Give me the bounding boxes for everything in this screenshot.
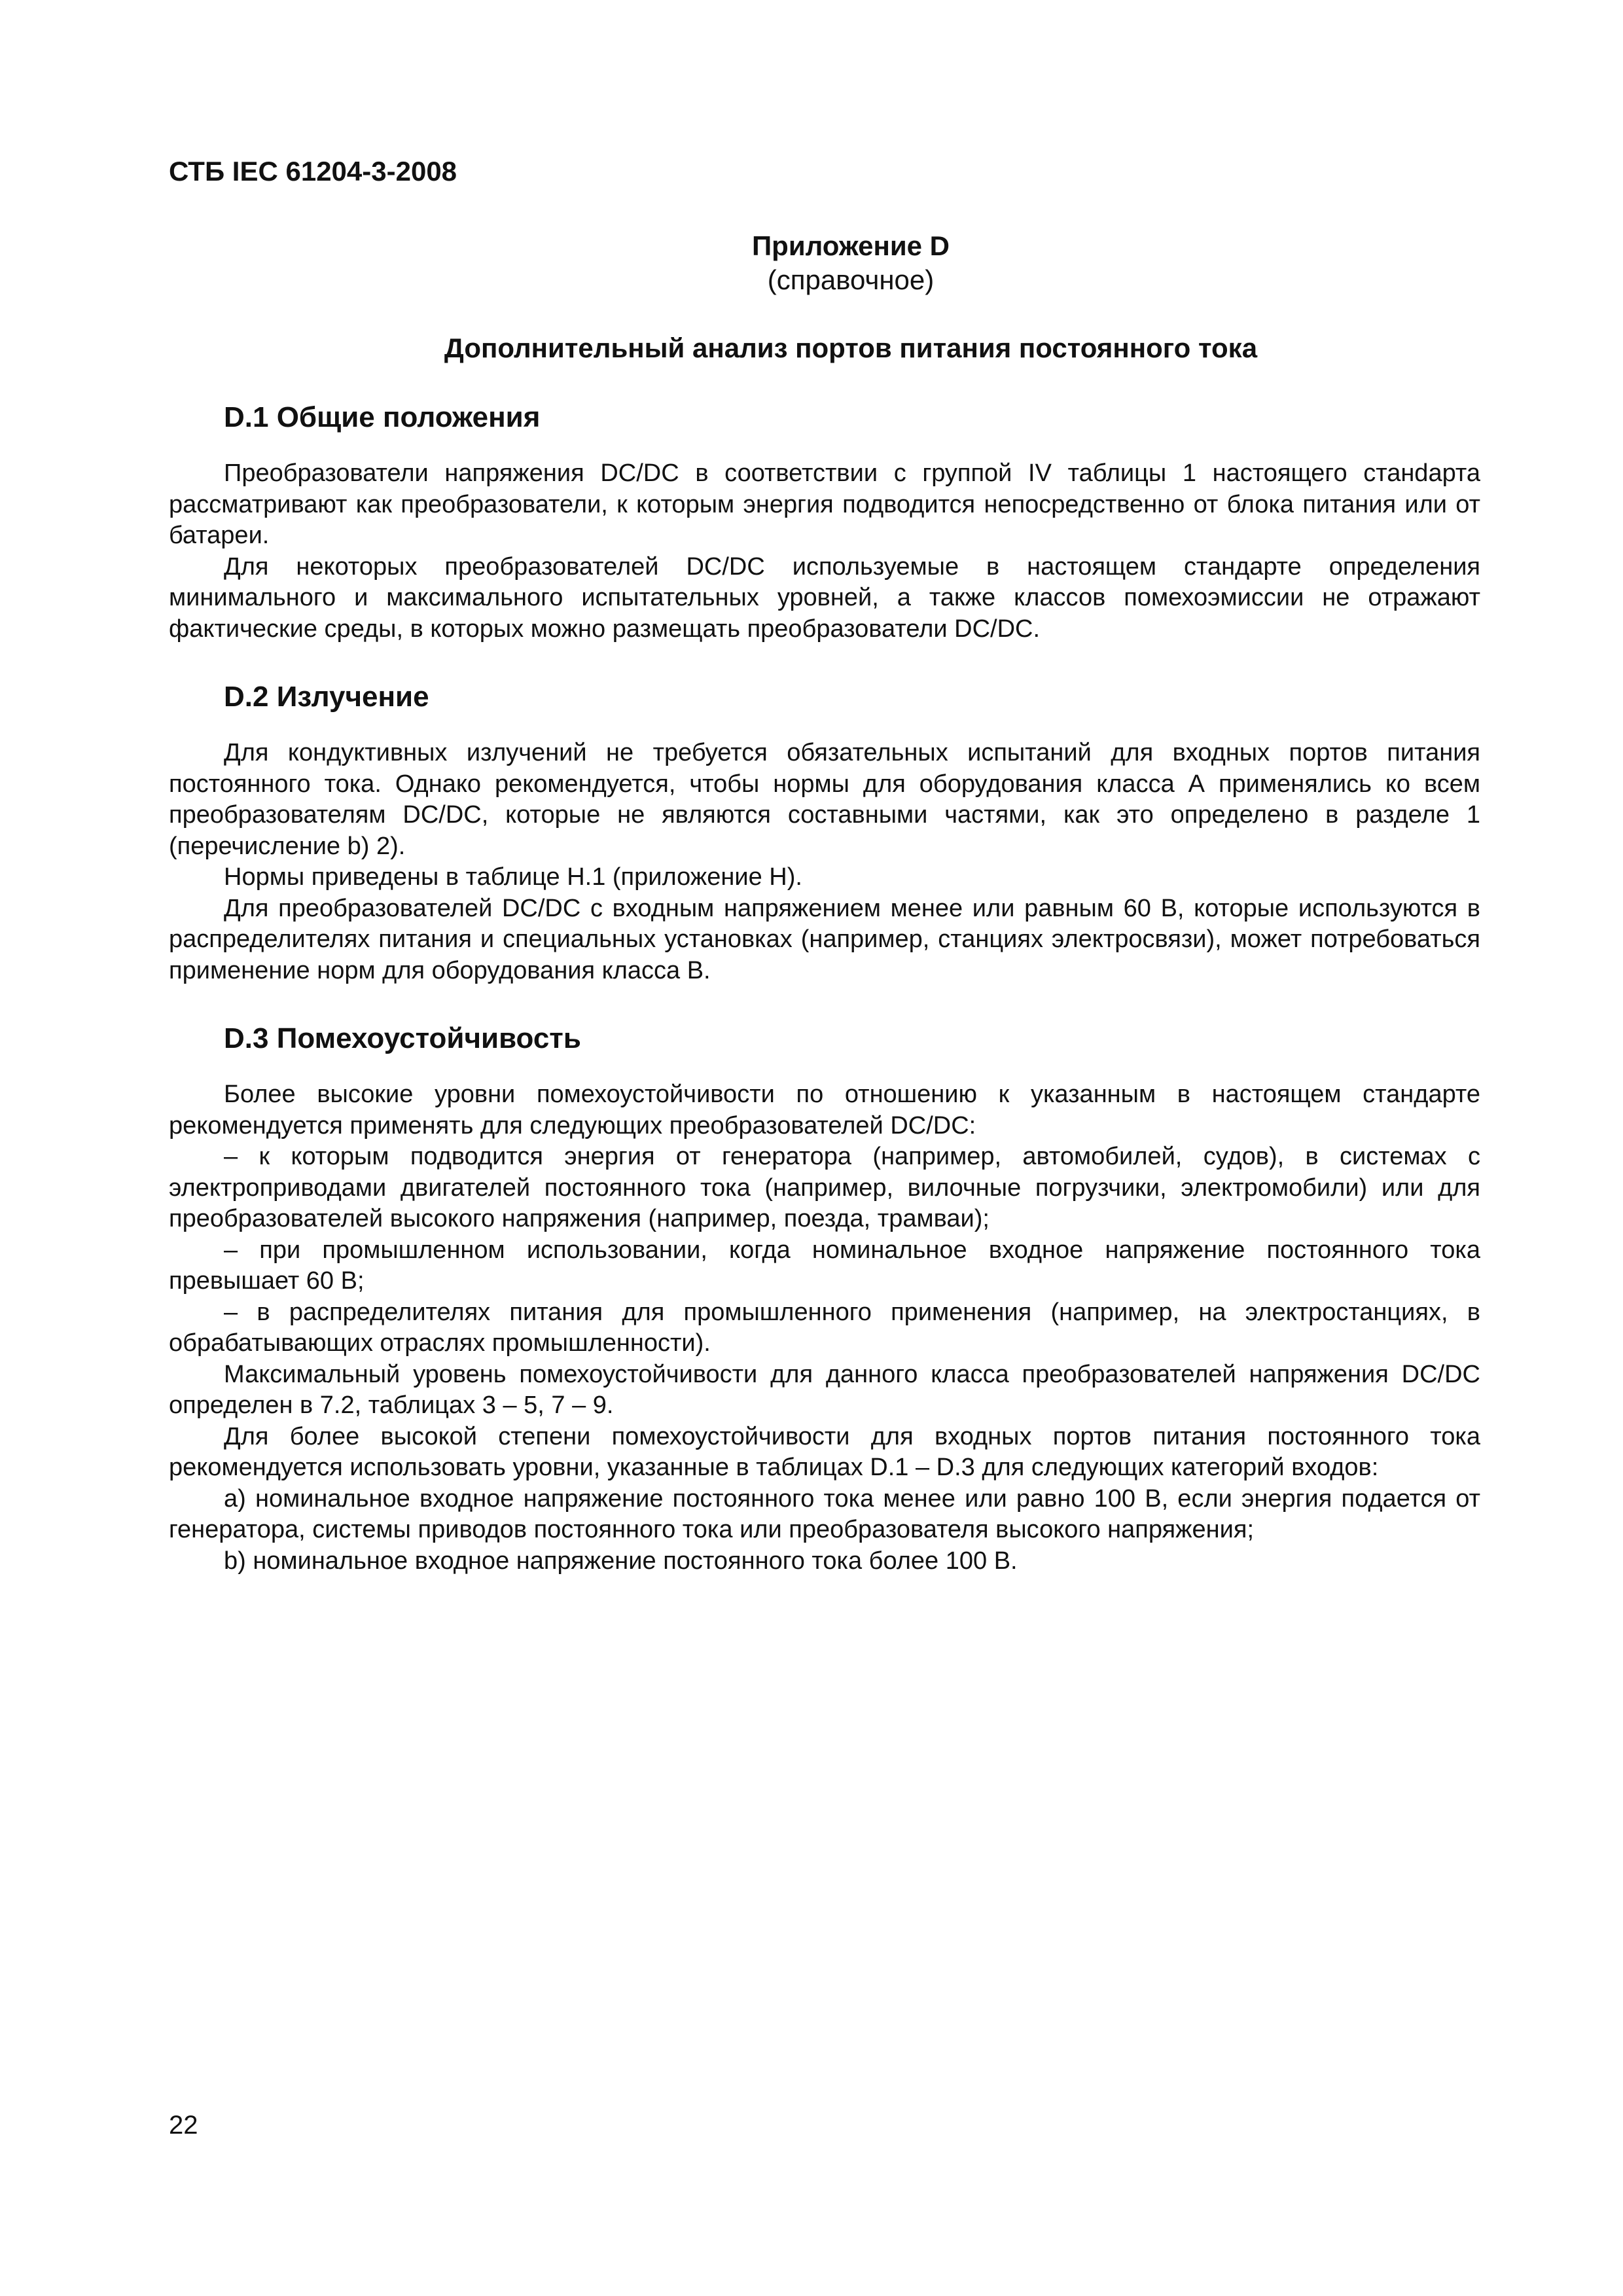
list-item: – к которым подводится энергия от генератора (например, автомобилей, судов), в системах с электроприводами двигателей постоянного тока (например, вилочные погрузчики, электромобили) или для преобразователей высокого напряжения (например, поезда, трамваи); bbox=[169, 1143, 1480, 1232]
paragraph: Для некоторых преобразователей DC/DC используемые в настоящем стандарте определения минимального и максимального испытательных уровней, а также классов помехоэмиссии не отражают фактические среды, в которых можно размещать преобразователи DC/DC. bbox=[169, 552, 1480, 643]
paragraph: Максимальный уровень помехоустойчивости для данного класса преобразователей напряжения DC/DC определен в 7.2, таблицах 3 – 5, 7 – 9. bbox=[169, 1360, 1480, 1419]
paragraph: Нормы приведены в таблице Н.1 (приложение Н). bbox=[224, 863, 802, 891]
section-d2 bbox=[169, 679, 1480, 986]
list-item: – в распределителях питания для промышленного применения (например, на электростанциях, в обрабатывающих отраслях промышленности). bbox=[169, 1298, 1480, 1357]
section-heading: D.1 Общие положения bbox=[224, 401, 541, 433]
section-heading: D.2 Излучение bbox=[224, 681, 429, 713]
annex-status: (справочное) bbox=[767, 264, 935, 295]
section-heading: D.3 Помехоустойчивость bbox=[224, 1022, 581, 1054]
annex-title-block bbox=[0, 229, 1623, 297]
annex-title: Приложение D bbox=[751, 230, 950, 261]
paragraph: Преобразователи напряжения DC/DC в соответствии с группой IV таблицы 1 настоящего станdарта рассматривают как преобразователи, к которым энергия подводится непосредственно от блока питания или от батареи. bbox=[169, 459, 1480, 549]
paragraph: Для более высокой степени помехоустойчивости для входных портов питания постоянного тока рекомендуется использовать уровни, указанные в таблицах D.1 – D.3 для следующих категорий входов: bbox=[169, 1422, 1480, 1481]
paragraph: Для преобразователей DC/DC с входным напряжением менее или равным 60 В, которые используются в распределителях питания и специальных установках (например, станциях электросвязи), может потребоваться применение норм для оборудования класса В. bbox=[169, 894, 1480, 984]
document-designation: СТБ IEC 61204-3-2008 bbox=[169, 156, 457, 187]
section-d3 bbox=[169, 1020, 1480, 1577]
paragraph: Более высокие уровни помехоустойчивости по отношению к указанным в настоящем стандарте рекомендуется применять для следующих преобразователей DC/DC: bbox=[169, 1081, 1480, 1139]
paragraph: Для кондуктивных излучений не требуется обязательных испытаний для входных портов питания постоянного тока. Однако рекомендуется, чтобы нормы для оборудования класса А применялись ко всем преобразователям DC/DC, которые не являются составными частями, как это определено в разделе 1 (перечисление b) 2). bbox=[169, 739, 1480, 860]
list-item: – при промышленном использовании, когда номинальное входное напряжение постоянного тока превышает 60 В; bbox=[169, 1236, 1480, 1295]
annex-heading: Дополнительный анализ портов питания постоянного тока bbox=[444, 332, 1258, 363]
page-number: 22 bbox=[169, 2111, 198, 2140]
list-item: а) номинальное входное напряжение постоянного тока менее или равно 100 В, если энергия подается от генератора, системы приводов постоянного тока или преобразователя высокого напряжения; bbox=[169, 1484, 1480, 1543]
section-d1 bbox=[169, 399, 1480, 645]
list-item: b) номинальное входное напряжение постоянного тока более 100 В. bbox=[224, 1547, 1018, 1575]
document-body bbox=[169, 399, 1480, 1611]
